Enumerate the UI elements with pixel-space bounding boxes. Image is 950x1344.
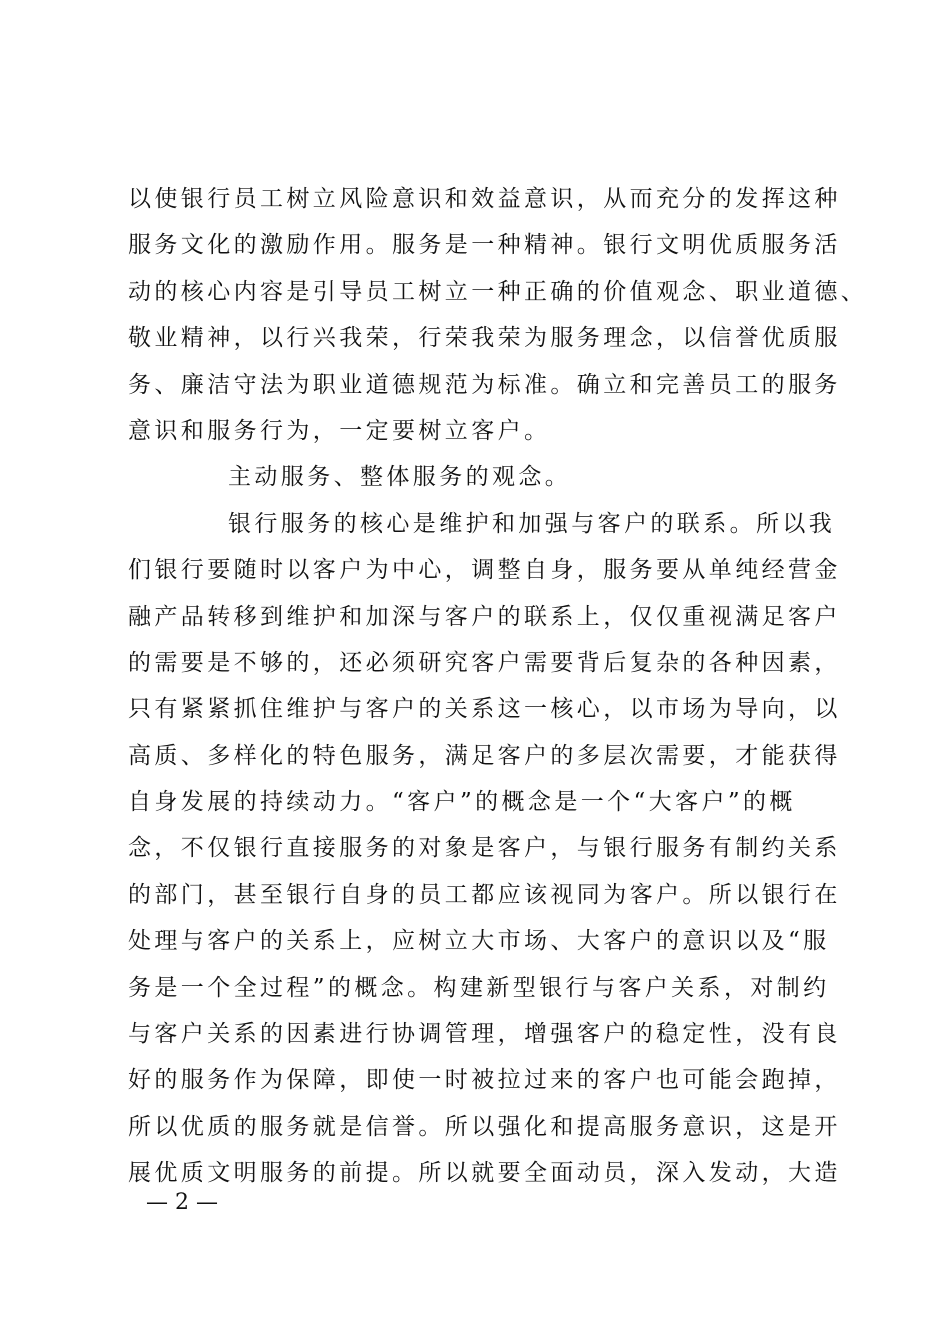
text-line: 念，不仅银行直接服务的对象是客户，与银行服务有制约关系 — [128, 835, 841, 862]
text-line: 好的服务作为保障，即使一时被拉过来的客户也可能会跑掉， — [128, 1067, 841, 1094]
text-line: 务、廉洁守法为职业道德规范为标准。确立和完善员工的服务 — [128, 371, 841, 398]
paragraph-first-line: 银行服务的核心是维护和加强与客户的联系。所以我 — [228, 510, 836, 537]
body-text — [128, 176, 868, 1197]
text-line: 只有紧紧抓住维护与客户的关系这一核心，以市场为导向，以 — [128, 696, 841, 723]
page-number: — 2 — — [146, 1190, 218, 1215]
text-line: 的需要是不够的，还必须研究客户需要背后复杂的各种因素， — [128, 649, 841, 676]
text-line: 与客户关系的因素进行协调管理，增强客户的稳定性，没有良 — [128, 1021, 841, 1048]
text-line: 服务文化的激励作用。服务是一种精神。银行文明优质服务活 — [128, 232, 841, 259]
text-line: 所以优质的服务就是信誉。所以强化和提高服务意识，这是开 — [128, 1113, 841, 1140]
paragraph-heading-line: 主动服务、整体服务的观念。 — [228, 464, 572, 491]
text-line: 以使银行员工树立风险意识和效益意识，从而充分的发挥这种 — [128, 186, 841, 212]
text-line: 务是一个全过程”的概念。构建新型银行与客户关系，对制约 — [128, 974, 830, 1001]
text-line: 融产品转移到维护和加深与客户的联系上，仅仅重视满足客户 — [128, 603, 841, 630]
text-line: 展优质文明服务的前提。所以就要全面动员，深入发动，大造 — [128, 1160, 841, 1187]
text-line: 的部门，甚至银行自身的员工都应该视同为客户。所以银行在 — [128, 881, 841, 908]
text-line: 们银行要随时以客户为中心，调整自身，服务要从单纯经营金 — [128, 557, 841, 584]
text-line: 处理与客户的关系上，应树立大市场、大客户的意识以及“服 — [128, 928, 830, 955]
text-line: 自身发展的持续动力。“客户”的概念是一个“大客户”的概 — [128, 789, 796, 816]
text-line: 高质、多样化的特色服务，满足客户的多层次需要，才能获得 — [128, 742, 841, 769]
text-line: 意识和服务行为，一定要树立客户。 — [128, 417, 551, 444]
text-line: 敬业精神，以行兴我荣，行荣我荣为服务理念，以信誉优质服 — [128, 325, 841, 352]
text-line: 动的核心内容是引导员工树立一种正确的价值观念、职业道德、 — [128, 278, 868, 305]
